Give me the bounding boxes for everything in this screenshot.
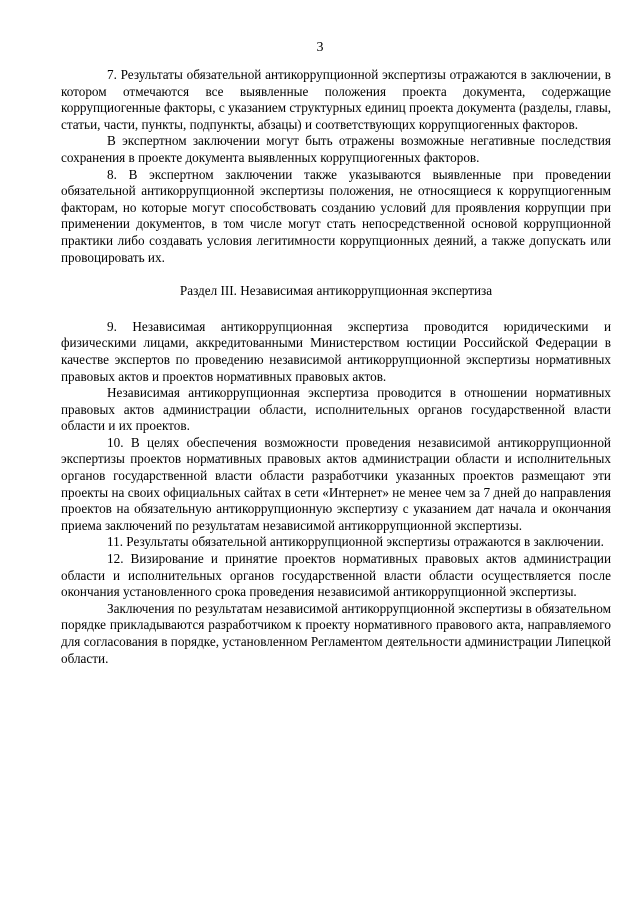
paragraph-8-start: 8. В экспертном заключении также указываются выявленные при проведении <box>107 166 611 182</box>
paragraph-7-expert-conclusion: В экспертном заключении могут быть отражены возможные негативные последствия сохранения в проекте документа выявленных коррупциогенных факторов. <box>61 133 611 165</box>
paragraph-9-scope: Независимая антикоррупционная экспертиза проводится в отношении нормативных правовых актов администрации области, исполнительных органов государственной власти области и их проектов. <box>61 385 611 434</box>
paragraph-10: 10. В целях обеспечения возможности проведения независимой антикоррупционной экспертизы проектов нормативных правовых актов администрации области и исполнительных органов государственной власти области разработчики указанных проектов размещают эти проекты на своих официальных сайтах в сети «Интернет» не менее чем за 7 дней до направления проектов на обязательную антикоррупционную экспертизу с указанием дат начала и окончания приема заключений по результатам независимой антикоррупционной экспертизы. <box>61 434 611 533</box>
paragraph-12-conclusions: Заключения по результатам независимой антикоррупционной экспертизы в обязательном порядке прикладываются разработчиком к проекту нормативного правового акта, направляемого для согласования в порядке, установленном Регламентом деятельности администрации Липецкой области. <box>61 600 611 666</box>
document-body <box>61 67 611 667</box>
section-title: Раздел III. Независимая антикоррупционная экспертиза <box>179 283 493 299</box>
paragraph-7: 7. Результаты обязательной антикоррупционной экспертизы отражаются в заключении, в котором отмечаются все выявленные положения проекта документа, содержащие коррупциогенные факторы, с указанием структурных единиц проекта документа (разделы, главы, статьи, части, пункты, подпункты, абзацы) и соответствующих коррупциогенных факторов. <box>61 67 611 132</box>
paragraph-11: 11. Результаты обязательной антикоррупционной экспертизы отражаются в заключении. <box>107 534 604 550</box>
paragraph-8-continuation: обязательной антикоррупционной экспертизы положения, не относящиеся к коррупциогенным факторам, но которые могут способствовать созданию условий для проявления коррупции при применении документов, в том числе могут стать непосредственной основой коррупционной практики либо создавать условия легитимности коррупционных деяний, а также допускать или провоцировать их. <box>61 183 611 265</box>
paragraph-12: 12. Визирование и принятие проектов нормативных правовых актов администрации области и исполнительных органов государственной власти области осуществляется после окончания установленного срока проведения независимой антикоррупционной экспертизы. <box>61 551 611 600</box>
paragraph-9: 9. Независимая антикоррупционная экспертиза проводится юридическими и физическими лицами, аккредитованными Министерством юстиции Российской Федерации в качестве экспертов по проведению независимой антикоррупционной экспертизы нормативных правовых актов и проектов нормативных правовых актов. <box>61 318 611 384</box>
page-number: 3 <box>316 40 324 55</box>
